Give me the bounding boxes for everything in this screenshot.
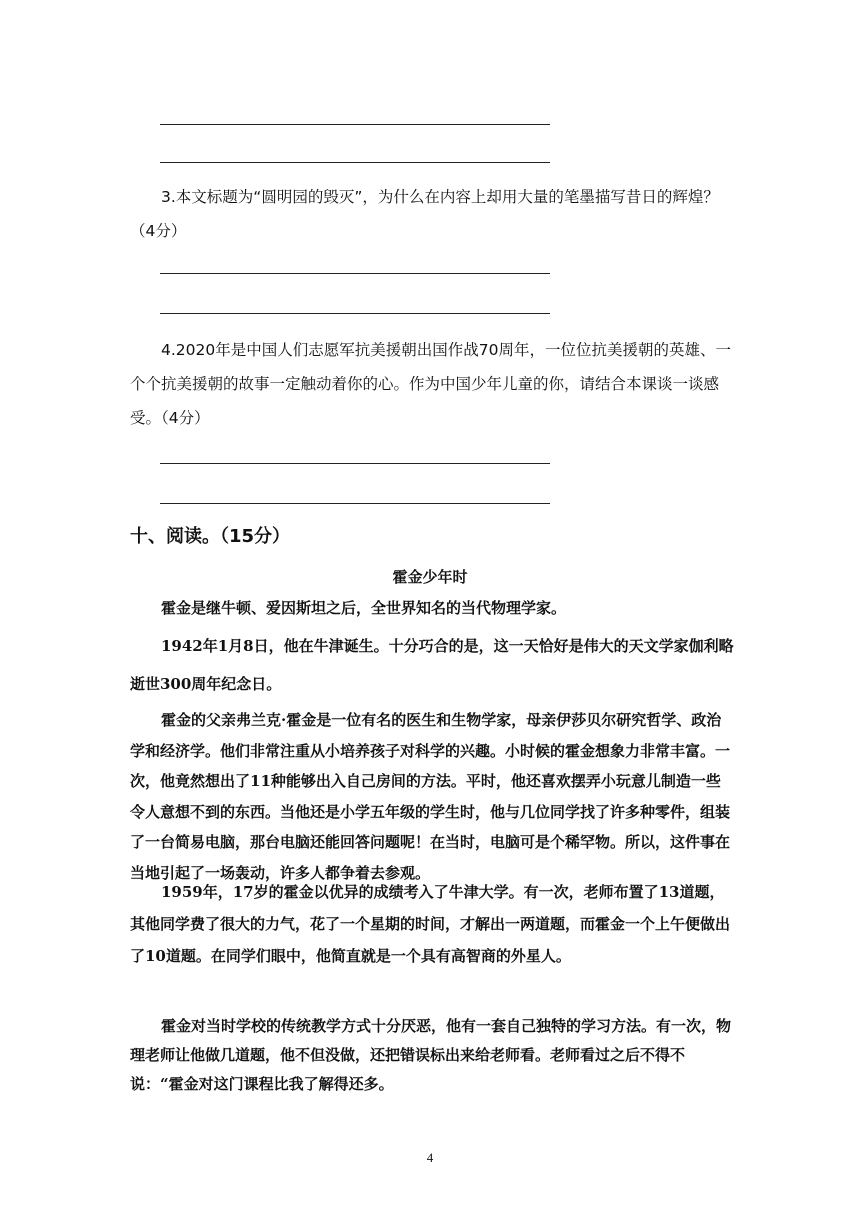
- page-number: 4: [426, 1150, 434, 1165]
- article-title: 霍金少年时: [392, 568, 468, 586]
- answer-line: [160, 162, 550, 163]
- article-paragraph: 1959年，17岁的霍金以优异的成绩考入了牛津大学。有一次，老师布置了13道题，其他同学费了很大的力气，花了一个星期的时间，才解出一两道题，而霍金一个上午便做出了10道题。在同学们眼中，他简直就是一个具有高智商的外星人。: [130, 883, 731, 965]
- answer-line: [160, 503, 550, 504]
- answer-line: [160, 124, 550, 125]
- article-paragraph: 霍金对当时学校的传统教学方式十分厌恶，他有一套自己独特的学习方法。有一次，物理老师让他做几道题，他不但没做，还把错误标出来给老师看。老师看过之后不得不说：“霍金对这门课程比我了解得还多。: [130, 1017, 732, 1093]
- question-4: 4.2020年是中国人们志愿军抗美援朝出国作战70周年，一位位抗美援朝的英雄、一个个抗美援朝的故事一定触动着你的心。作为中国少年儿童的你，请结合本课谈一谈感受。（4分）: [130, 341, 731, 427]
- section-heading: 十、阅读。（15分）: [130, 526, 291, 547]
- article-paragraph: 霍金的父亲弗兰克·霍金是一位有名的医生和生物学家，母亲伊莎贝尔研究哲学、政治学和经济学。他们非常注重从小培养孩子对科学的兴趣。小时候的霍金想象力非常丰富。一次，他竟然想出了11种能够出入自己房间的方法。平时，他还喜欢摆弄小玩意儿制造一些令人意想不到的东西。当他还是小学五年级的学生时，他与几位同学找了许多种零件，组装了一台简易电脑，那台电脑还能回答问题呢！在当时，电脑可是个稀罕物。所以，这件事在当地引起了一场轰动，许多人都争着去参观。: [130, 711, 731, 882]
- article-paragraph: 1942年1月8日，他在牛津诞生。十分巧合的是，这一天恰好是伟大的天文学家伽利略逝世300周年纪念日。: [130, 637, 734, 693]
- question-3: 3.本文标题为“圆明园的毁灭”，为什么在内容上却用大量的笔墨描写昔日的辉煌？（4分）: [130, 188, 719, 240]
- answer-line: [160, 463, 550, 464]
- article-paragraph: 霍金是继牛顿、爱因斯坦之后，全世界知名的当代物理学家。: [161, 599, 567, 617]
- answer-line: [160, 313, 550, 314]
- answer-line: [160, 273, 550, 274]
